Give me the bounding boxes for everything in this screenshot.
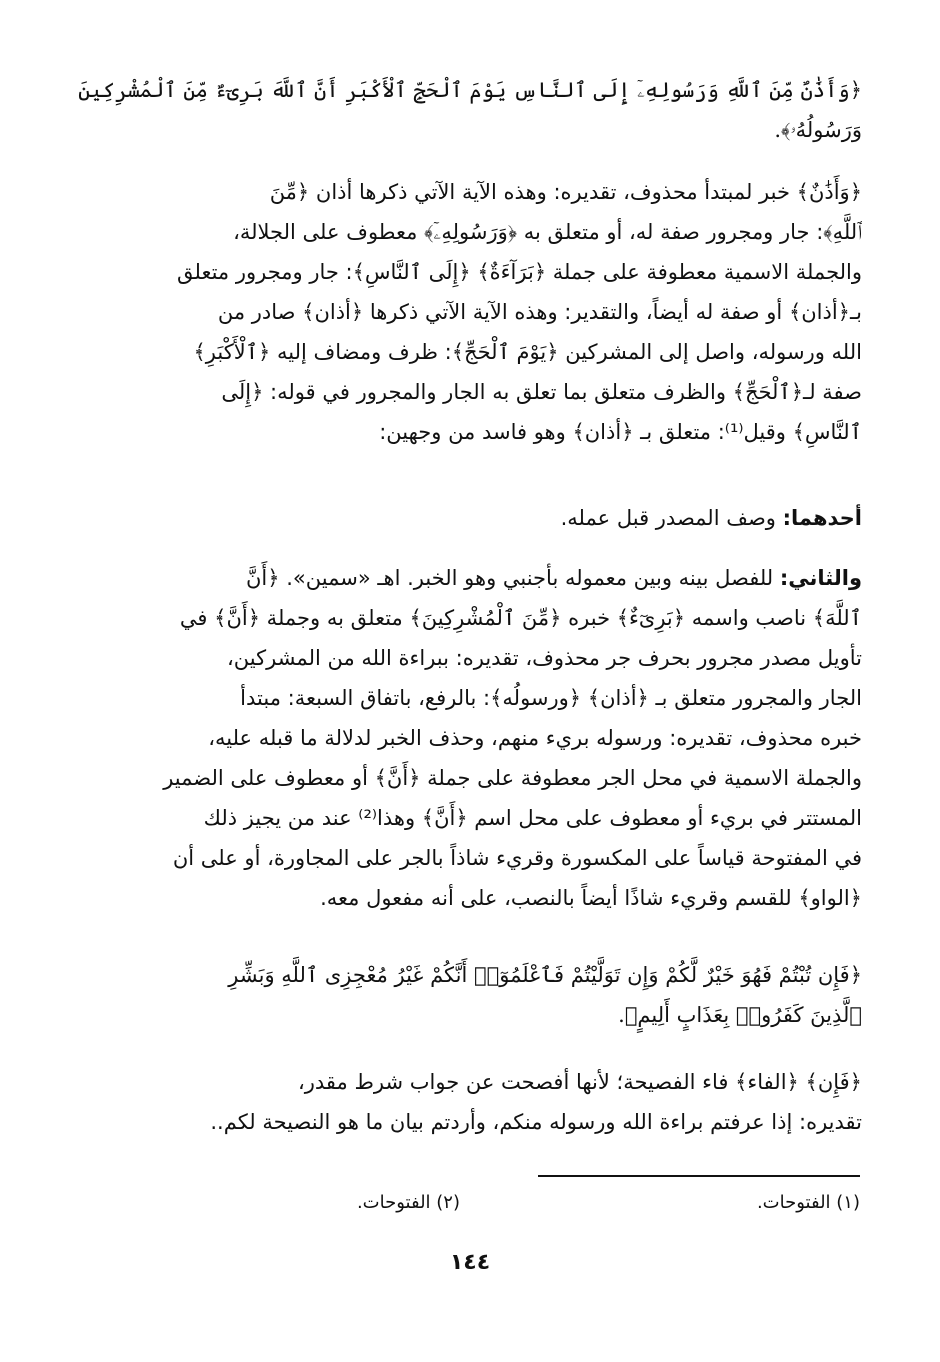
paragraph-line: بـ﴿أذان﴾ أو صفة له أيضاً، والتقدير: وهذه الآية الآتي ذكرها ﴿أذان﴾ صادر من bbox=[217, 300, 862, 324]
first-reason-label: أحدهما: bbox=[782, 506, 862, 530]
paragraph-line: ٱلنَّاسِ﴾ وقيل⁽¹⁾: متعلق بـ ﴿أذان﴾ وهو فاسد من وجهين: bbox=[379, 420, 862, 444]
first-reason-line bbox=[72, 498, 862, 538]
paragraph-line: الله ورسوله، واصل إلى المشركين ﴿يَوْمَ ٱلْحَجِّ﴾: ظرف ومضاف إليه ﴿ٱلْأَكْبَرِ﴾ bbox=[193, 340, 862, 364]
paragraph-line: ٱللَّهِ﴾: جار ومجرور صفة له، أو متعلق به ﴿وَرَسُولِهِۦٓ﴾ معطوف على الجلالة، bbox=[233, 220, 862, 244]
paragraph-line bbox=[72, 558, 862, 598]
footnote-separator bbox=[538, 1175, 860, 1177]
paragraph-parsing-adhan bbox=[72, 172, 862, 452]
paragraph-line: ﴿وَأَذَٰنٌ﴾ خبر لمبتدأ محذوف، تقديره: وهذه الآية الآتي ذكرها أذان ﴿مِّنَ bbox=[269, 180, 862, 204]
second-reason-label: والثاني: bbox=[779, 566, 862, 590]
quran-verse-1 bbox=[72, 70, 862, 150]
paragraph-fa-fasiha bbox=[72, 1062, 862, 1142]
paragraph-line: والجملة الاسمية معطوفة على جملة ﴿بَرَآءَةٌ﴾ ﴿إِلَى ٱلنَّاسِ﴾: جار ومجرور متعلق bbox=[176, 260, 862, 284]
verse-line: ٱلَّذِينَ كَفَرُوا۟ بِعَذَابٍ أَلِيمٍ﴾. bbox=[618, 1003, 862, 1027]
paragraph-line: ﴿فَإِن﴾ ﴿الفاء﴾ فاء الفصيحة؛ لأنها أفصحت عن جواب شرط مقدر، bbox=[297, 1070, 862, 1094]
first-reason-text: وصف المصدر قبل عمله. bbox=[560, 506, 776, 530]
first-reason bbox=[72, 498, 862, 538]
paragraph-line: ٱللَّهَ﴾ ناصب واسمه ﴿بَرِىٓءٌ﴾ خبره ﴿مِّنَ ٱلْمُشْرِكِينَ﴾ متعلق به وجملة ﴿أَنَّ﴾ في bbox=[179, 606, 862, 630]
paragraph-line: الجار والمجرور متعلق بـ ﴿أذان﴾ ﴿ورسولُه﴾: بالرفع، باتفاق السبعة: مبتدأ bbox=[240, 686, 862, 710]
paragraph-line: صفة لـ﴿ٱلْحَجِّ﴾ والظرف متعلق بما تعلق به الجار والمجرور في قوله: ﴿إِلَى bbox=[221, 380, 862, 404]
paragraph-line: تأويل مصدر مجرور بحرف جر محذوف، تقديره: ببراءة الله من المشركين، bbox=[227, 646, 862, 670]
paragraph-line: المستتر في بريء أو معطوف على محل اسم ﴿أَنَّ﴾ وهذا⁽²⁾ عند من يجيز ذلك bbox=[203, 806, 862, 830]
footnote-2: (٢) الفتوحات. bbox=[356, 1192, 460, 1213]
verse-line: ﴿فَإِن تُبْتُمْ فَهُوَ خَيْرٌ لَّكُمْ وَإِن تَوَلَّيْتُمْ فَٱعْلَمُوٓا۟ أَنَّكُمْ غَيْرُ مُعْجِزِى ٱللَّهِ وَبَشِّرِ bbox=[228, 963, 862, 987]
second-reason-text: للفصل بينه وبين معموله بأجنبي وهو الخبر. اهـ «سمين». ﴿أَنَّ bbox=[246, 566, 774, 590]
second-reason bbox=[72, 558, 862, 918]
page-number: ١٤٤ bbox=[449, 1250, 491, 1275]
paragraph-line: خبره محذوف، تقديره: ورسوله بريء منهم، وحذف الخبر لدلالة ما قبله عليه، bbox=[208, 726, 862, 750]
footnote-1: (١) الفتوحات. bbox=[756, 1192, 860, 1213]
quran-verse-2 bbox=[72, 955, 862, 1035]
verse-line: وَرَسُولُهُۥ﴾. bbox=[774, 118, 862, 142]
paragraph-line: في المفتوحة قياساً على المكسورة وقريء شاذاً بالجر على المجاورة، أو على أن bbox=[172, 846, 862, 870]
paragraph-line: والجملة الاسمية في محل الجر معطوفة على جملة ﴿أَنَّ﴾ أو معطوف على الضمير bbox=[163, 766, 862, 790]
paragraph-line: ﴿الواو﴾ للقسم وقريء شاذًا أيضاً بالنصب، على أنه مفعول معه. bbox=[320, 886, 862, 910]
paragraph-line: تقديره: إذا عرفتم براءة الله ورسوله منكم، وأردتم بيان ما هو النصيحة لكم.. bbox=[210, 1110, 862, 1134]
verse-line: ﴿وَأَذَٰنٌ مِّنَ ٱللَّهِ وَرَسُولِهِۦٓ إِلَى ٱلنَّاسِ يَوْمَ ٱلْحَجِّ ٱلْأَكْبَرِ أَنَّ ٱللَّهَ بَرِىٓءٌ مِّنَ ٱلْمُشْرِكِينَ bbox=[78, 78, 862, 102]
